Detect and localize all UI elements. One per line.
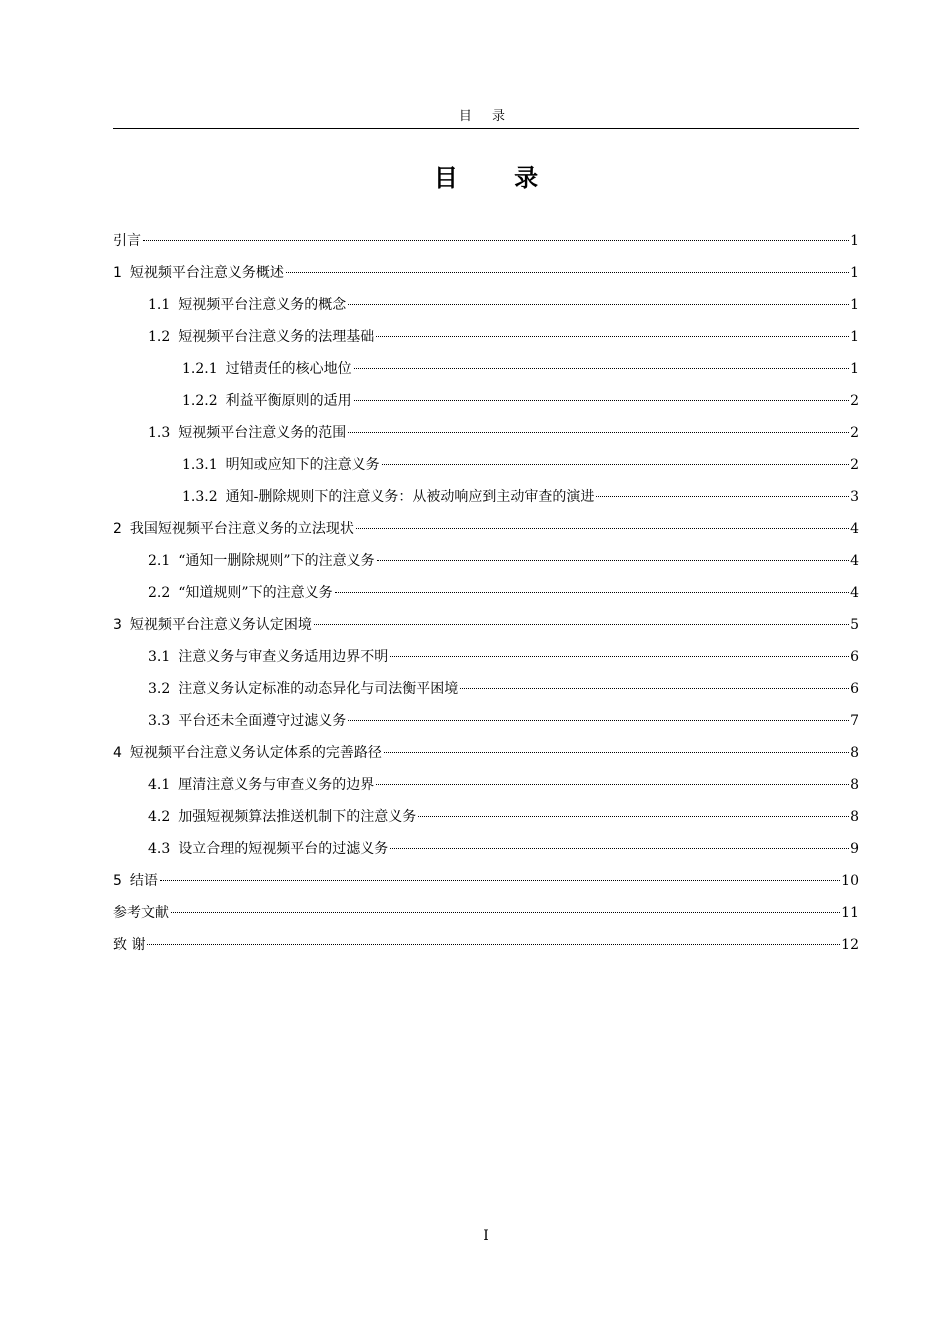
toc-entry[interactable] <box>113 705 859 737</box>
toc-entry[interactable] <box>113 609 859 641</box>
toc-leader-dots <box>376 336 849 337</box>
toc-entry-title: 平台还未全面遵守过滤义务 <box>178 713 347 729</box>
toc-entry-title: 利益平衡原则的适用 <box>225 393 352 409</box>
toc-entry-number: 2 <box>113 521 122 537</box>
toc-leader-dots <box>390 656 849 657</box>
toc-entry-title: 短视频平台注意义务概述 <box>129 265 284 281</box>
toc-entry-text <box>113 609 312 641</box>
toc-entry-title: 过错责任的核心地位 <box>225 361 352 377</box>
toc-leader-dots <box>354 368 849 369</box>
toc-entry-number: 1.2.2 <box>182 393 218 409</box>
toc-entry-number: 4.1 <box>148 777 171 793</box>
toc-leader-dots <box>376 784 849 785</box>
toc-entry-number: 3 <box>113 617 122 633</box>
toc-entry-number: 4.2 <box>148 809 171 825</box>
toc-entry[interactable] <box>113 769 859 801</box>
toc-entry-text <box>148 705 346 737</box>
toc-entry[interactable] <box>113 865 859 897</box>
toc-leader-dots <box>460 688 849 689</box>
toc-entry-text <box>113 225 141 257</box>
toc-entry[interactable] <box>113 321 859 353</box>
toc-entry-page: 1 <box>850 265 859 281</box>
toc-entry-title: 我国短视频平台注意义务的立法现状 <box>129 521 354 537</box>
toc-entry-number: 4.3 <box>148 841 171 857</box>
toc-entry[interactable] <box>113 737 859 769</box>
toc-entry-text <box>182 449 380 481</box>
toc-entry-text <box>148 545 375 577</box>
toc-entry[interactable] <box>113 385 859 417</box>
toc-entry-text <box>148 321 374 353</box>
toc-entry-text <box>113 513 354 545</box>
toc-entry-page: 7 <box>850 713 859 729</box>
toc-entry-title: 设立合理的短视频平台的过滤义务 <box>178 841 389 857</box>
toc-entry-page: 5 <box>850 617 859 633</box>
toc-entry-page: 3 <box>850 489 859 505</box>
toc-entry-page: 4 <box>850 585 859 601</box>
toc-entry-number: 2.2 <box>148 585 171 601</box>
toc-entry-title: 加强短视频算法推送机制下的注意义务 <box>178 809 417 825</box>
toc-entry-page: 8 <box>850 777 859 793</box>
toc-entry[interactable] <box>113 897 859 929</box>
toc-leader-dots <box>143 240 849 241</box>
toc-entry-title: 注意义务与审查义务适用边界不明 <box>178 649 389 665</box>
toc-entry-page: 2 <box>850 425 859 441</box>
toc-entry[interactable] <box>113 257 859 289</box>
toc-leader-dots <box>160 880 840 881</box>
toc-leader-dots <box>348 720 849 721</box>
toc-entry-text <box>113 897 169 929</box>
toc-entry[interactable] <box>113 289 859 321</box>
toc-entry-page: 8 <box>850 809 859 825</box>
header-rule <box>113 128 859 129</box>
toc-entry-text <box>148 769 374 801</box>
toc-leader-dots <box>382 464 849 465</box>
toc-leader-dots <box>286 272 849 273</box>
toc-entry-text <box>148 833 388 865</box>
toc-entry-number: 2.1 <box>148 553 171 569</box>
toc-leader-dots <box>171 912 840 913</box>
toc-leader-dots <box>335 592 849 593</box>
toc-entry-page: 2 <box>850 393 859 409</box>
toc-entry-number: 3.1 <box>148 649 171 665</box>
toc-entry-number: 1.3 <box>148 425 171 441</box>
toc-entry-title: 结语 <box>129 873 158 889</box>
toc-entry[interactable] <box>113 417 859 449</box>
toc-entry-title: 参考文献 <box>113 905 169 921</box>
toc-entry-title: 短视频平台注意义务的法理基础 <box>178 329 375 345</box>
toc-entry-page: 6 <box>850 649 859 665</box>
toc-entry-number: 1.2.1 <box>182 361 218 377</box>
toc-leader-dots <box>596 496 849 497</box>
toc-entry-text <box>148 289 346 321</box>
toc-entry-title: 通知-删除规则下的注意义务：从被动响应到主动审查的演进 <box>225 489 595 505</box>
toc-entry-title: 短视频平台注意义务的概念 <box>178 297 347 313</box>
toc-entry[interactable] <box>113 929 859 961</box>
toc-entry[interactable] <box>113 641 859 673</box>
toc-leader-dots <box>356 528 849 529</box>
toc-entry[interactable] <box>113 481 859 513</box>
toc-entry-page: 11 <box>841 905 859 921</box>
table-of-contents <box>113 225 859 961</box>
toc-entry-page: 8 <box>850 745 859 761</box>
toc-entry-title: 注意义务认定标准的动态异化与司法衡平困境 <box>178 681 459 697</box>
toc-entry-page: 1 <box>850 233 859 249</box>
toc-entry-title: 致 谢 <box>113 937 146 953</box>
toc-entry-text <box>148 417 346 449</box>
toc-entry-text <box>182 481 594 513</box>
toc-entry[interactable] <box>113 513 859 545</box>
toc-entry[interactable] <box>113 545 859 577</box>
toc-entry-title: 明知或应知下的注意义务 <box>225 457 380 473</box>
toc-entry-text <box>148 641 388 673</box>
toc-entry-text <box>113 737 382 769</box>
toc-entry-page: 4 <box>850 521 859 537</box>
toc-entry[interactable] <box>113 353 859 385</box>
running-header: 目 录 <box>458 109 514 124</box>
toc-entry-page: 4 <box>850 553 859 569</box>
toc-entry-number: 4 <box>113 745 122 761</box>
toc-entry-text <box>182 385 352 417</box>
toc-entry-title: “知道规则”下的注意义务 <box>178 585 333 601</box>
toc-entry-number: 3.3 <box>148 713 171 729</box>
toc-entry-page: 2 <box>850 457 859 473</box>
toc-entry-title: 短视频平台注意义务认定体系的完善路径 <box>129 745 382 761</box>
toc-entry-title: 短视频平台注意义务的范围 <box>178 425 347 441</box>
toc-leader-dots <box>390 848 849 849</box>
toc-leader-dots <box>384 752 849 753</box>
toc-entry-page: 1 <box>850 329 859 345</box>
toc-entry-title: “通知一删除规则”下的注意义务 <box>178 553 375 569</box>
toc-entry-title: 短视频平台注意义务认定困境 <box>129 617 312 633</box>
page-number: I <box>483 1228 489 1244</box>
toc-entry-number: 5 <box>113 873 122 889</box>
toc-leader-dots <box>418 816 849 817</box>
toc-leader-dots <box>348 304 849 305</box>
toc-entry[interactable] <box>113 577 859 609</box>
toc-entry[interactable] <box>113 833 859 865</box>
toc-leader-dots <box>377 560 849 561</box>
toc-entry[interactable] <box>113 449 859 481</box>
toc-entry-page: 1 <box>850 297 859 313</box>
toc-title: 目 录 <box>433 164 563 192</box>
toc-entry-number: 1.1 <box>148 297 171 313</box>
toc-entry-text <box>113 257 284 289</box>
toc-entry-number: 1.2 <box>148 329 171 345</box>
toc-entry-number: 3.2 <box>148 681 171 697</box>
toc-entry-page: 9 <box>850 841 859 857</box>
toc-entry-page: 6 <box>850 681 859 697</box>
toc-entry-number: 1.3.2 <box>182 489 218 505</box>
toc-entry-text <box>148 801 416 833</box>
toc-entry-text <box>113 865 158 897</box>
toc-leader-dots <box>348 432 849 433</box>
toc-leader-dots <box>314 624 849 625</box>
toc-entry-text <box>182 353 352 385</box>
toc-leader-dots <box>354 400 849 401</box>
toc-entry[interactable] <box>113 225 859 257</box>
toc-leader-dots <box>147 944 840 945</box>
toc-entry-title: 引言 <box>113 233 141 249</box>
toc-entry-number: 1 <box>113 265 122 281</box>
toc-entry-text <box>148 673 458 705</box>
toc-entry-page: 1 <box>850 361 859 377</box>
toc-entry[interactable] <box>113 801 859 833</box>
toc-entry-page: 12 <box>841 937 859 953</box>
toc-entry-title: 厘清注意义务与审查义务的边界 <box>178 777 375 793</box>
toc-entry[interactable] <box>113 673 859 705</box>
toc-entry-text <box>113 929 145 961</box>
toc-entry-page: 10 <box>841 873 859 889</box>
toc-entry-text <box>148 577 333 609</box>
toc-entry-number: 1.3.1 <box>182 457 218 473</box>
